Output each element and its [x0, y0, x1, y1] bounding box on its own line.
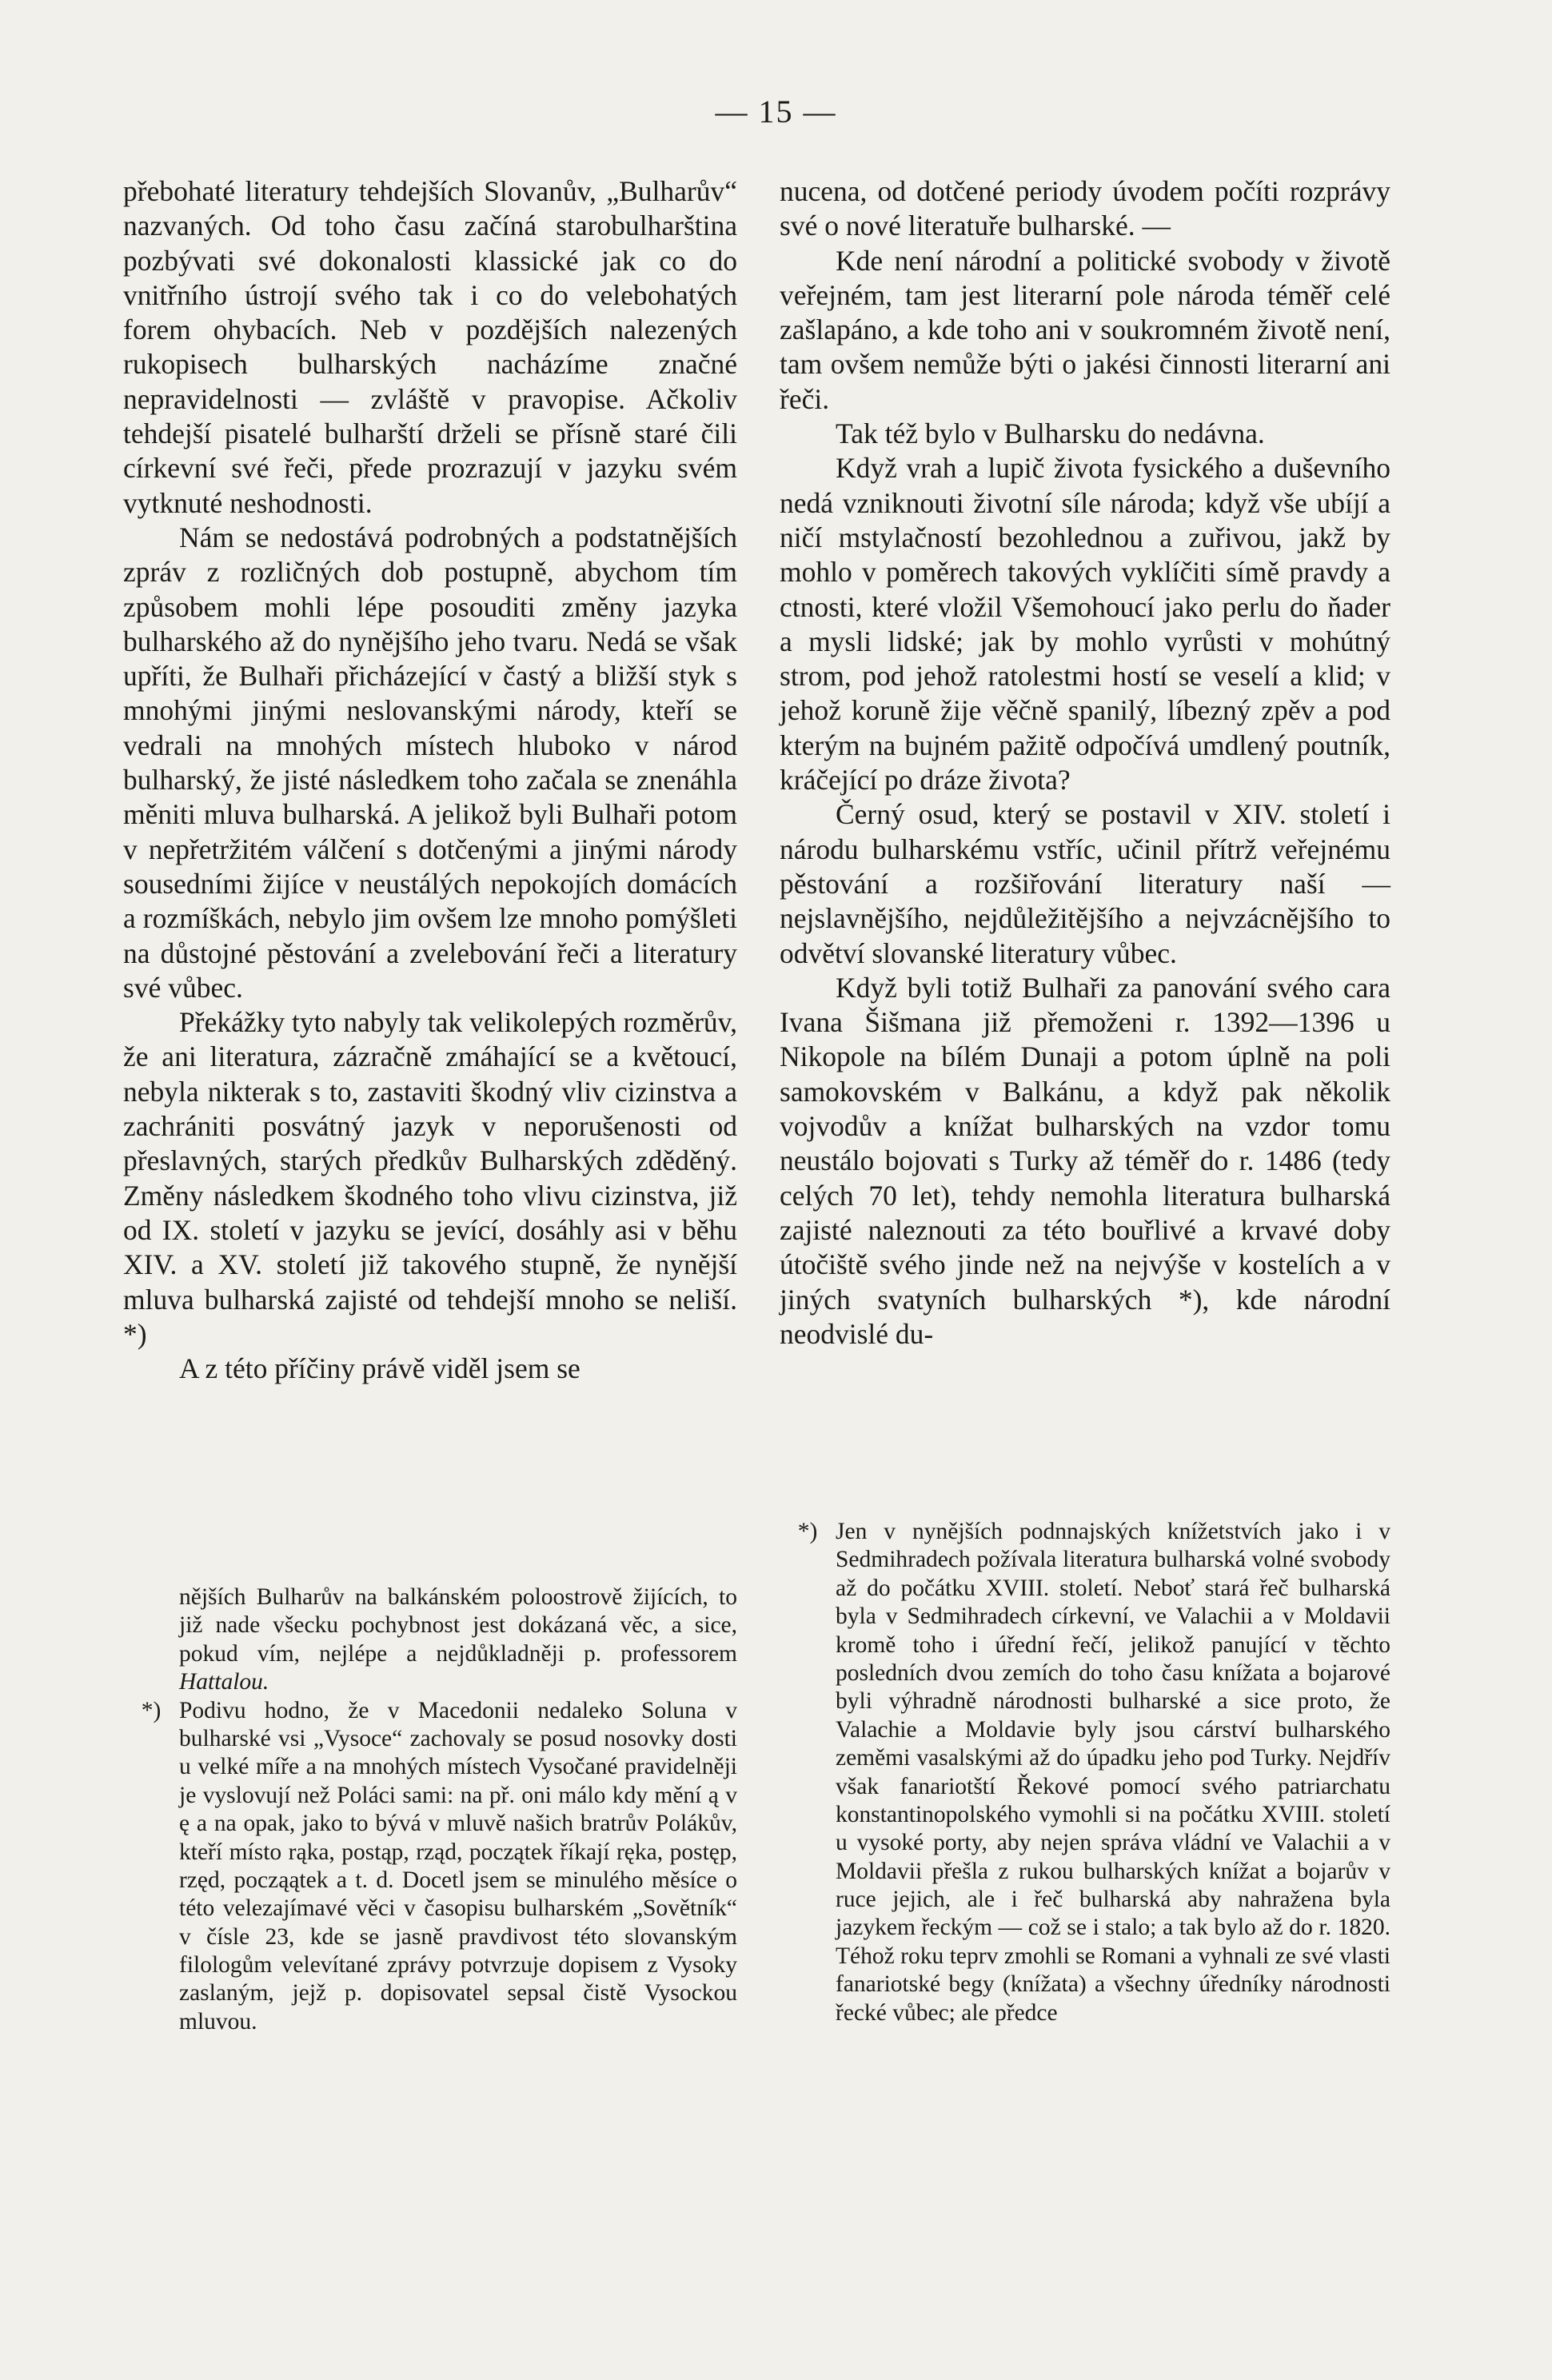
paragraph: Když vrah a lupič života fysického a duševního nedá vzniknouti životní síle národa; když vše ubíjí a ničí mstylačností bezohlednou a zuřivou, jakž by mohlo v poměrech takových vyklíčiti símě pravdy a ctnosti, které vložil Všemohoucí jako perlu do ňader a mysli lidské; jak by mohlo vyrůsti v mohútný strom, pod jehož ratolestmi hostí se veselí a klid; v jehož koruně žije věčně spanilý, líbezný zpěv a pod kterým na bujném pažitě odpočívá umdlený poutník, kráčející po dráze života?	[780, 452, 1390, 797]
paragraph: přebohaté literatury tehdejších Slovanův, „Bulharův“ nazvaných. Od toho času začíná starobulharština pozbývati své dokonalosti klassické jak co do vnitřního ústrojí svého tak i co do velebohatých forem ohybacích. Neb v pozdějších nalezených rukopisech bulharských nacházíme značné nepravidelnosti — zvláště v pravopise. Ačkoliv tehdejší pisatelé bulharští drželi se přísně staré čili církevní své řeči, přede prozrazují v jazyku svém vytknuté neshodnosti.	[123, 175, 737, 519]
paragraph: A z této příčiny právě viděl jsem se	[179, 1352, 581, 1385]
paragraph: Kde není národní a politické svobody v životě veřejném, tam jest literarní pole národa téměř celé zašlapáno, a kde toho ani v soukromném životě není, tam ovšem nemůže býti o jakési činnosti literarní ani řeči.	[780, 244, 1390, 415]
footnote-text: Jen v nynějších podnnajských knížetstvích jako i v Sedmihradech požívala literatura bulharská volné svobody až do počátku XVIII. století. Neboť stará řeč bulharská byla v Sedmihradech církevní, ve Valachii a v Moldavii kromě toho i úřední řečí, jelikož panující v těchto posledních dvou zemích do toho času knížata a bojarové byli výhradně národnosti bulharské a sice proto, že Valachie a Moldavie byly jsou cárství bulharského zeměmi vasalskými až do úpadku jeho pod Turky. Nejdřív však fanariotští Řekové pomocí svého patriarchatu konstantinopolského vymohli si na počátku XVIII. století u vysoké porty, aby nejen správa vládní ve Valachii a v Moldavii přešla z rukou bulharských knížat a bojarův v ruce jejich, ale i řeč bulharská aby nahražena byla jazykem řeckým — což se i stalo; a tak bylo až do r. 1820. Téhož roku teprv zmohli se Romani a vyhnali ze své vlasti fanariotské begy (knížata) a všechny úředníky národnosti řecké vůbec; ale předce	[836, 1519, 1390, 2026]
paragraph: Když byli totiž Bulhaři za panování svého cara Ivana Šišmana již přemoženi r. 1392—1396 u Nikopole na bílém Dunaji a potom úplně na poli samokovském v Balkánu, a když pak několik vojvodův a knížat bulharských na vzdor tomu neustálo bojovati s Turky až téměř do r. 1486 (tedy celých 70 let), tehdy nemohla literatura bulharská zajisté naleznouti za této bouřlivé a krvavé doby útočiště svého jinde než na nejvýše v kostelích a v jiných svatyních bulharských *), kde národní neodvislé du-	[780, 971, 1390, 1350]
footnote-mark: *)	[797, 1519, 818, 1544]
footnote-mark: *)	[141, 1697, 162, 1723]
paragraph: Překážky tyto nabyly tak velikolepých rozměrův, že ani literatura, zázračně zmáhající se a květoucí, nebyla nikterak s to, zastaviti škodný vliv cizinstva a zachrániti posvátný jazyk v neporušenosti od přeslavných, starých předkův Bulharských zděděný. Změny následkem škodného toho vlivu cizinstva, již od IX. století v jazyku se jevící, dosáhly asi v běhu XIV. a XV. století již takového stupně, že nynější mluva bulharská zajisté od tehdejší mnoho se neliší. *)	[123, 1006, 737, 1350]
paragraph: Tak též bylo v Bulharsku do nedávna.	[836, 417, 1265, 450]
footnote-text: nějších Bulharův na balkánském poloostrově žijících, to již nade všecku pochybnost jest dokázaná věc, a sice, pokud vím, nejlépe a nejdůkladněji p. professorem	[179, 1584, 737, 1667]
footnote-text: Podivu hodno, že v Macedonii nedaleko Soluna v bulharské vsi „Vysoce“ zachovaly se posud nosovky dosti u velké míře a na mnohých místech Vysočané pravidelněji je vyslovují než Poláci sami: na př. oni málo kdy mění ą v ę a na opak, jako to bývá v mluvě našich bratrův Polákův, kteří místo rąka, postąp, rząd, początek říkají ręka, postęp, rzęd, począątek a t. d. Docetl jsem se minulého měsíce o této velezajímavé věci v časopisu bulharském „Sovětník“ v čísle 23, kde se jasně pravdivost této slovanským filologům velevítané zprávy potvrzuje dopisem z Vysoky zaslaným, jejž p. dopisovatel sepsal čistě Vysockou mluvou.	[179, 1697, 737, 2035]
page-number: — 15 —	[715, 94, 837, 130]
paragraph: Nám se nedostává podrobných a podstatnějších zpráv z rozličných dob postupně, abychom tím způsobem mohli lépe posouditi změny jazyka bulharského až do nynějšího jeho tvaru. Nedá se však upříti, že Bulhaři přicházející v častý a bližší styk s mnohými jinými neslovanskými národy, kteří se vedrali na mnohých místech hluboko v národ bulharský, že jisté následkem toho začala se znenáhla měniti mluva bulharská. A jelikož byli Bulhaři potom v nepřetržitém válčení s dotčenými a jinými národy sousedními žijíce v neustálých nepokojích domácích a rozmíškách, nebylo jim ovšem lze mnoho pomýšleti na důstojné pěstování a zvelebování řeči a literatury své vůbec.	[123, 521, 737, 1004]
footnote-name: Hattalou.	[179, 1669, 269, 1695]
paragraph: Černý osud, který se postavil v XIV. století i národu bulharskému vstříc, učinil přítrž veřejnému pěstování a rozšiřování literatury naší — nejslavnějšího, nejdůležitějšího a nejvzácnějšího to odvětví slovanské literatury vůbec.	[780, 798, 1390, 969]
left-column	[123, 174, 737, 1386]
right-footnote	[780, 1518, 1390, 2027]
paragraph: nucena, od dotčené periody úvodem počíti rozprávy své o nové literatuře bulharské. —	[780, 175, 1390, 242]
footnote	[780, 1518, 1390, 2027]
right-column	[780, 174, 1390, 1352]
footnote-continuation	[123, 1583, 737, 1697]
left-footnotes	[123, 1583, 737, 2036]
footnote	[123, 1697, 737, 2037]
